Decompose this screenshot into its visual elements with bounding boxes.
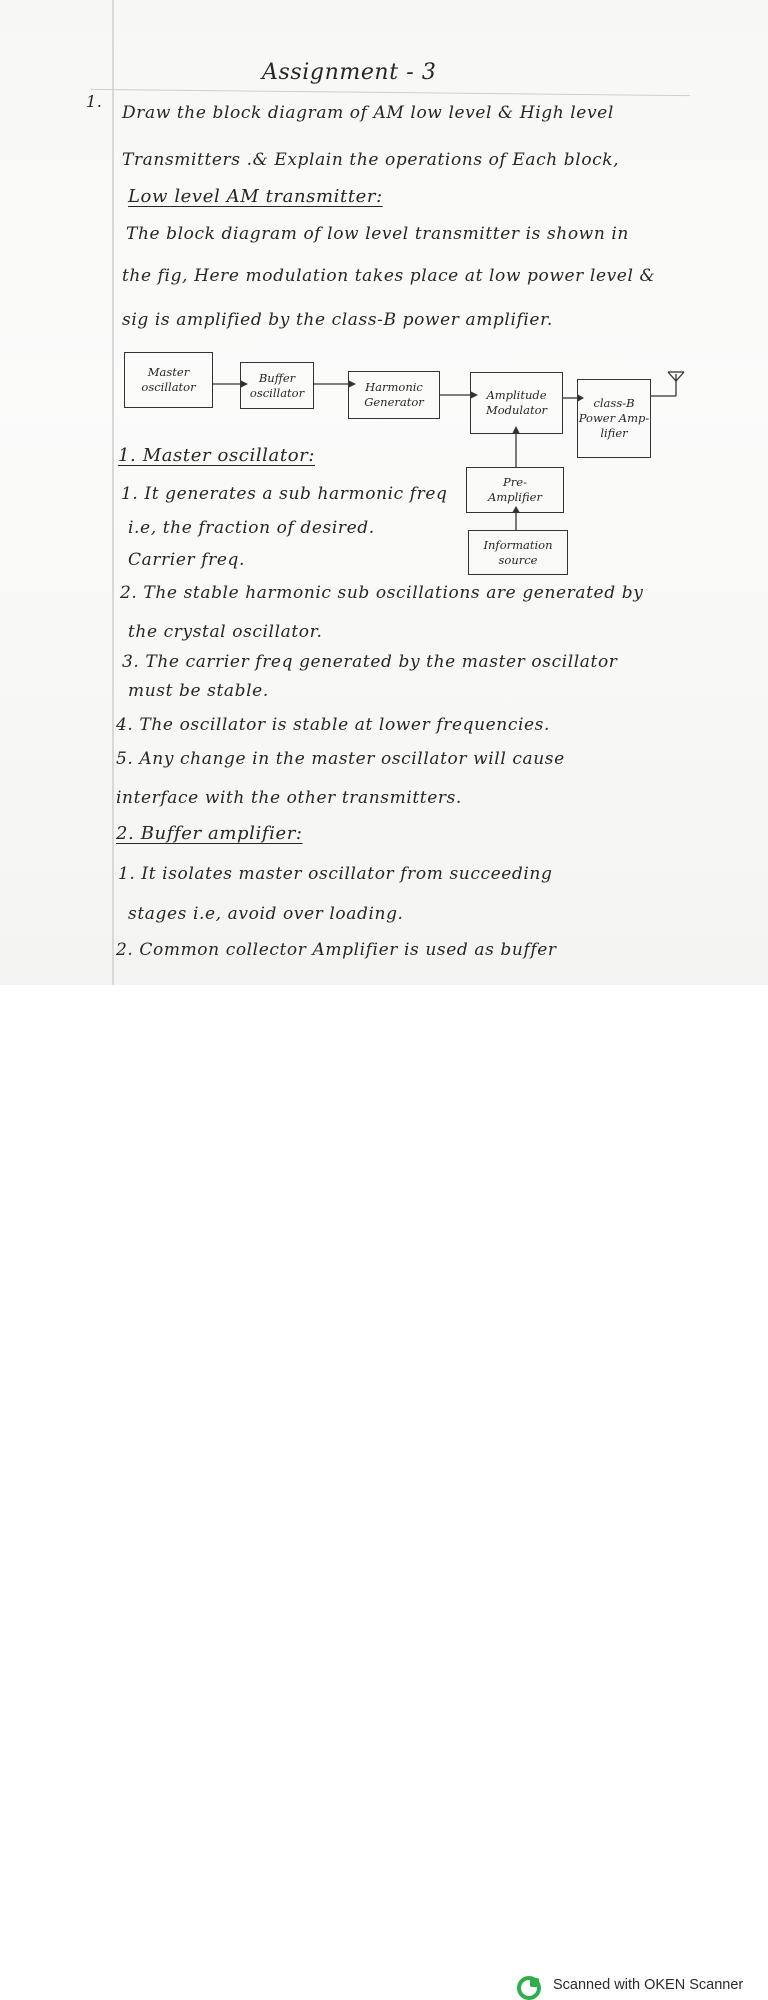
harmonic-generator-block [348, 371, 440, 419]
block-label: Generator [364, 395, 424, 409]
section-heading-low-level: Low level AM transmitter: [128, 186, 383, 207]
master-point: 1. It generates a sub harmonic freq [121, 484, 448, 504]
block-label: Amplifier [488, 490, 542, 504]
buffer-point: stages i.e, avoid over loading. [128, 904, 404, 924]
intro-line: The block diagram of low level transmitter is shown in [126, 224, 629, 244]
notebook-page [0, 0, 768, 985]
buffer-point: 2. Common collector Amplifier is used as buffer [116, 940, 557, 960]
block-label: class-B [593, 396, 635, 410]
master-point: 4. The oscillator is stable at lower frequencies. [116, 715, 550, 735]
block-label: Amplitude [486, 388, 547, 402]
question-line: Draw the block diagram of AM low level & High level [122, 103, 614, 123]
block-label: oscillator [249, 385, 305, 400]
block-label: Modulator [485, 403, 548, 417]
block-label: Buffer [258, 370, 296, 385]
master-point: the crystal oscillator. [128, 622, 323, 642]
question-number: 1. [86, 92, 103, 111]
section-heading-master-oscillator: 1. Master oscillator: [118, 445, 316, 466]
class-b-power-amplifier-block [577, 379, 651, 458]
master-point: interface with the other transmitters. [116, 788, 462, 808]
question-line: Transmitters .& Explain the operations of Each block, [122, 150, 620, 170]
master-point: 2. The stable harmonic sub oscillations are generated by [120, 583, 644, 603]
intro-line: the fig, Here modulation takes place at low power level & [122, 266, 656, 286]
block-label: Harmonic [365, 380, 423, 394]
block-label: Master [147, 365, 190, 379]
scanner-footer [0, 985, 768, 1993]
buffer-point: 1. It isolates master oscillator from succeeding [118, 864, 553, 884]
master-oscillator-block [124, 352, 213, 408]
block-label: lifier [600, 426, 628, 440]
master-point: must be stable. [128, 681, 269, 701]
master-point: i.e, the fraction of desired. [128, 518, 375, 538]
block-label: source [498, 552, 538, 567]
pre-amplifier-block [466, 467, 564, 513]
section-heading-buffer-amplifier: 2. Buffer amplifier: [116, 823, 303, 844]
page-title: Assignment - 3 [262, 60, 437, 85]
block-label: Information [483, 537, 553, 552]
scanner-watermark-text: Scanned with OKEN Scanner [553, 1977, 744, 1993]
block-label: oscillator [141, 380, 196, 394]
master-point: 5. Any change in the master oscillator will cause [116, 749, 565, 769]
intro-line: sig is amplified by the class-B power amplifier. [122, 310, 553, 330]
master-point: Carrier freq. [128, 550, 245, 570]
block-label: Pre- [503, 475, 527, 489]
oken-scanner-logo-icon [517, 1976, 541, 2000]
information-source-block [468, 530, 568, 575]
master-point: 3. The carrier freq generated by the master oscillator [122, 652, 618, 672]
buffer-oscillator-block [240, 362, 314, 409]
amplitude-modulator-block [470, 372, 563, 434]
block-label: Power Amp- [578, 411, 650, 425]
